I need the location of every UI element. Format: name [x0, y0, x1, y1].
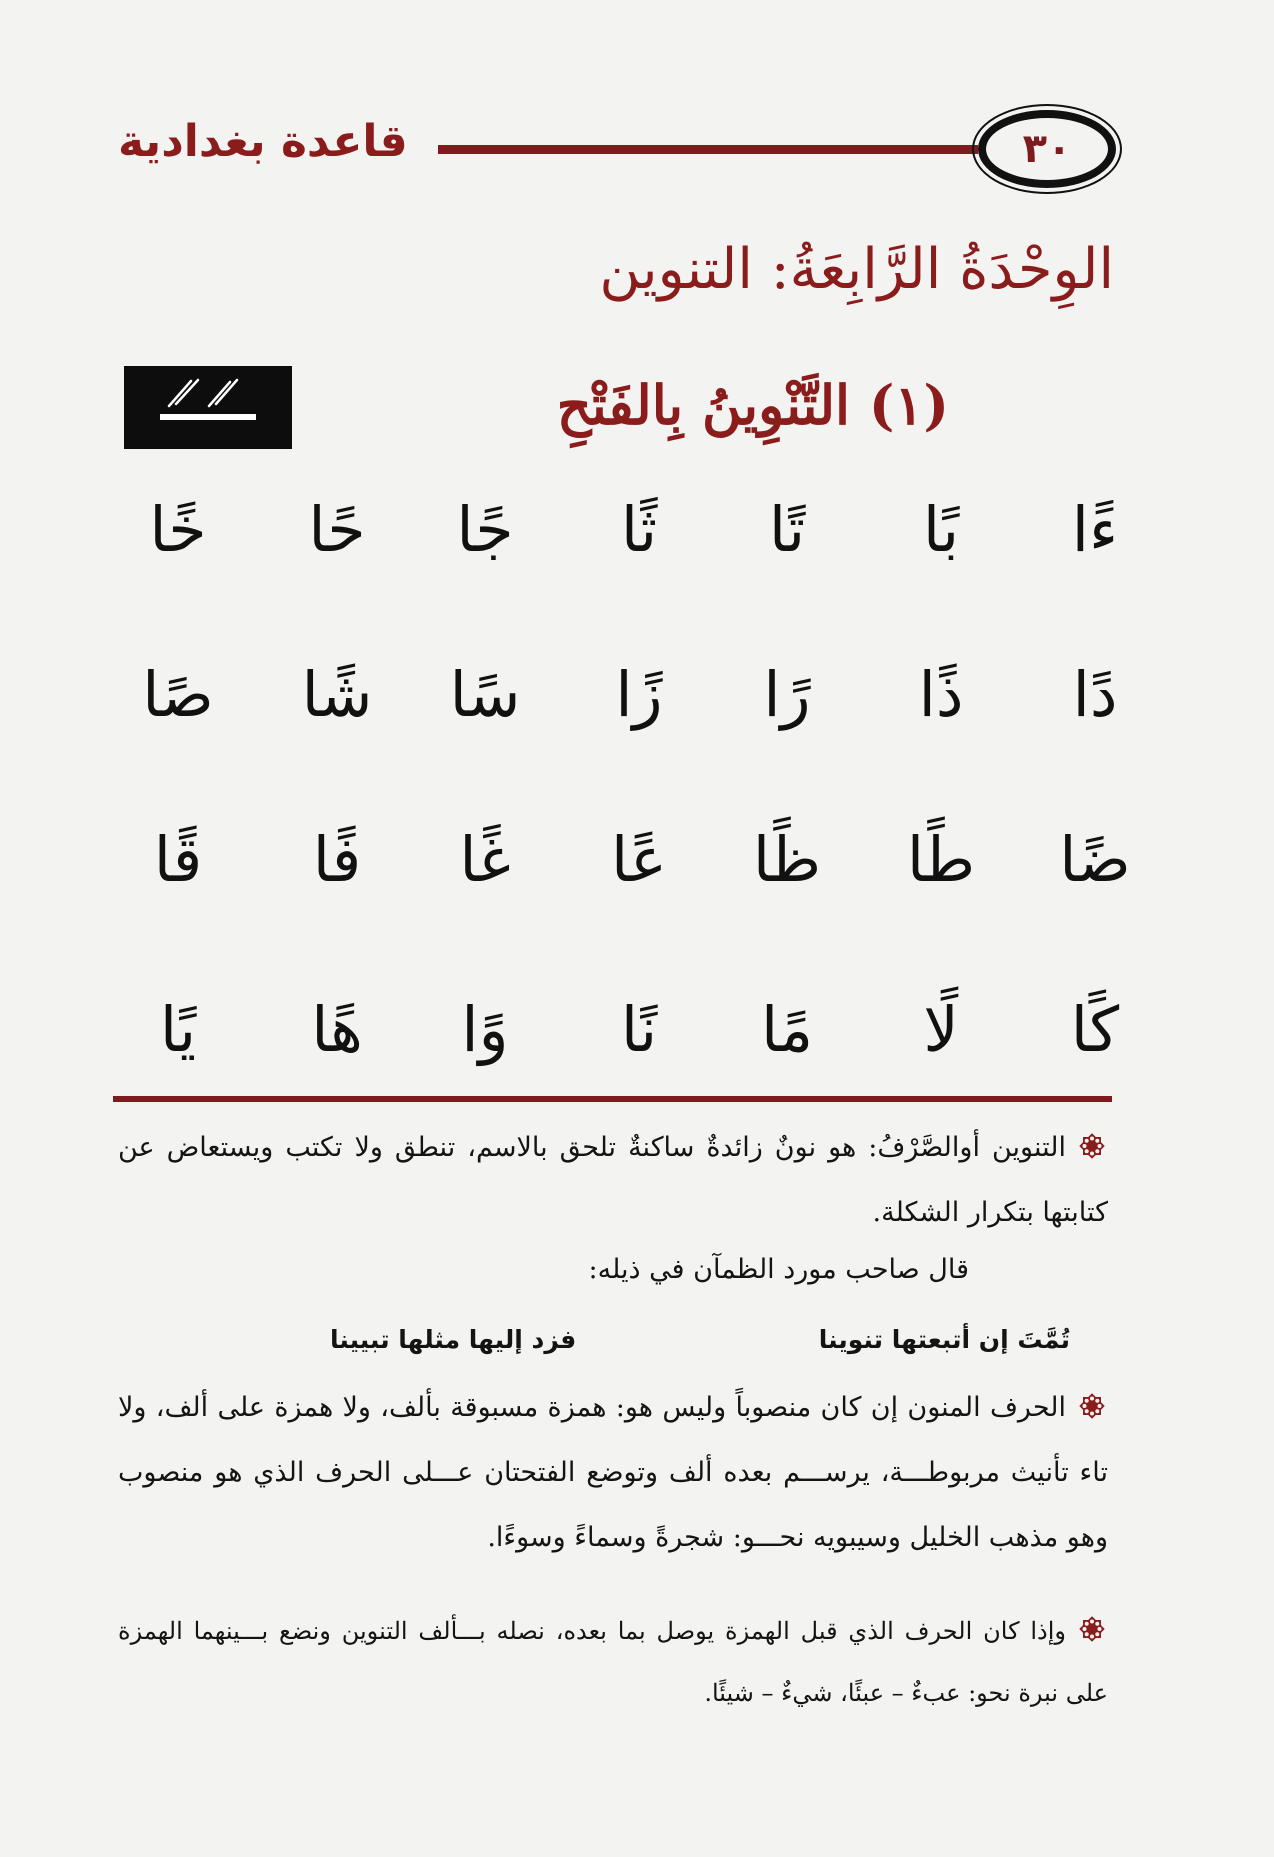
note-rule-hamza-text: وإذا كان الحرف الذي قبل الهمزة يوصل بما بعده، نصله بـــألف التنوين ونضع بـــينهما الهمزة على نبرة نحو: عبءٌ – عبئًا، شيءٌ – شيئًا.	[118, 1617, 1108, 1707]
letter-cell	[425, 970, 545, 1090]
letter-base: ء	[1089, 493, 1119, 566]
letter-cell	[277, 635, 397, 755]
quote-intro: قال صاحب مورد الظمآن في ذيله:	[588, 1254, 969, 1285]
letter-cell	[425, 470, 545, 590]
letter-cell	[579, 470, 699, 590]
letter-alif: ا	[301, 658, 321, 731]
letter-base: ه	[330, 993, 363, 1066]
page-number: ٣٠	[1022, 126, 1072, 172]
letter-cell	[727, 800, 847, 920]
letter-cell	[579, 800, 699, 920]
letter-row	[110, 970, 1150, 1090]
letter-base: ق	[172, 823, 203, 896]
letter-alif: ا	[308, 493, 328, 566]
letter-base: ش	[320, 658, 373, 731]
letter-base: ع	[629, 823, 667, 896]
letter-alif: ا	[142, 658, 162, 731]
letter-base: ط	[925, 823, 976, 896]
letter-alif: ا	[153, 823, 173, 896]
letter-cell	[118, 800, 238, 920]
eight-point-star-icon	[1076, 1121, 1108, 1153]
letter-base: ر	[780, 658, 811, 731]
verse-second-hemistich: فزد إليها مثلها تبيينا	[330, 1325, 577, 1354]
letter-base: م	[779, 993, 814, 1066]
letter-cell	[881, 635, 1001, 755]
letter-base: ز	[632, 658, 663, 731]
letter-base: ث	[639, 493, 658, 566]
letter-alif: ا	[459, 823, 479, 896]
letter-base: د	[1089, 658, 1118, 731]
section-divider	[113, 1096, 1112, 1102]
unit-title: الوِحْدَةُ الرَّابِعَةُ: التنوين	[599, 237, 1114, 302]
letter-base: ن	[639, 993, 658, 1066]
letter-alif: ا	[922, 493, 942, 566]
note-definition	[118, 1115, 1108, 1245]
letter-cell	[579, 970, 699, 1090]
eight-point-star-icon	[1076, 1606, 1108, 1638]
letter-alif: ا	[456, 493, 476, 566]
note-rule-alif	[118, 1375, 1108, 1570]
letter-alif: ا	[918, 658, 936, 731]
letter-cell	[727, 635, 847, 755]
page-number-badge	[972, 104, 1122, 194]
letter-row	[110, 470, 1150, 590]
letter-base: ي	[178, 993, 197, 1066]
letter-alif: ا	[615, 658, 633, 731]
letter-alif: ا	[449, 658, 469, 731]
letter-alif: ا	[768, 493, 788, 566]
lesson-title: (١) التَّنْوِينُ بِالفَتْحِ	[556, 373, 949, 437]
letter-cell	[881, 470, 1001, 590]
letter-alif: ا	[906, 823, 926, 896]
double-fatha-icon	[124, 366, 292, 449]
letter-base: ص	[161, 658, 214, 731]
letter-base: ف	[331, 823, 362, 896]
letter-cell	[118, 635, 238, 755]
letter-alif: ا	[1059, 823, 1079, 896]
letter-cell	[425, 635, 545, 755]
letter-cell	[1035, 970, 1155, 1090]
letter-cell	[1035, 635, 1155, 755]
letter-alif: ا	[1071, 493, 1090, 566]
letter-base: ذ	[935, 658, 964, 731]
letter-alif: ا	[149, 493, 169, 566]
letter-cell	[277, 470, 397, 590]
letter-alif: ا	[620, 493, 640, 566]
letter-alif: ا	[1070, 993, 1090, 1066]
letter-base: ج	[475, 493, 514, 566]
note-definition-text: التنوين أوالصَّرْفُ: هو نونٌ زائدةٌ ساكنةٌ تلحق بالاسم، تنطق ولا تكتب ويستعاض عن كتابتها بتكرار الشكلة.	[118, 1132, 1108, 1228]
letter-alif: ا	[159, 993, 179, 1066]
running-title: قاعدة بغدادية	[118, 116, 408, 167]
letter-cell	[277, 970, 397, 1090]
verse	[330, 1310, 1070, 1370]
letter-cell	[277, 800, 397, 920]
letter-row	[110, 635, 1150, 755]
letter-alif: ا	[1072, 658, 1090, 731]
letter-base: ض	[1078, 823, 1131, 896]
letter-alif: ا	[752, 823, 772, 896]
verse-first-hemistich: تُمَّتَ إن أتبعتها تنوينا	[818, 1325, 1070, 1354]
letter-base: س	[468, 658, 521, 731]
letter-base: غ	[478, 823, 511, 896]
letter-alif: ا	[763, 658, 781, 731]
letter-base: ل	[923, 993, 959, 1066]
letter-cell	[1035, 800, 1155, 920]
letter-base: ك	[1089, 993, 1120, 1066]
letter-grid	[110, 470, 1150, 1070]
letter-alif: ا	[461, 993, 479, 1066]
letter-alif: ا	[311, 993, 331, 1066]
letter-alif: ا	[620, 993, 640, 1066]
eight-point-star-icon	[1076, 1381, 1108, 1413]
letter-cell	[118, 470, 238, 590]
header-rule	[438, 145, 978, 154]
letter-base: ت	[787, 493, 806, 566]
letter-row	[110, 800, 1150, 920]
letter-cell	[1035, 470, 1155, 590]
letter-base: ب	[941, 493, 960, 566]
letter-base: و	[478, 993, 509, 1066]
letter-alif: ا	[312, 823, 332, 896]
letter-base: ح	[327, 493, 366, 566]
letter-cell	[881, 970, 1001, 1090]
letter-base: ظ	[771, 823, 822, 896]
letter-base: خ	[168, 493, 207, 566]
note-rule-hamza	[118, 1600, 1108, 1724]
letter-alif: ا	[760, 993, 780, 1066]
letter-cell	[727, 970, 847, 1090]
letter-cell	[118, 970, 238, 1090]
letter-cell	[881, 800, 1001, 920]
letter-alif: ا	[611, 823, 630, 896]
letter-cell	[727, 470, 847, 590]
letter-cell	[425, 800, 545, 920]
note-rule-alif-text: الحرف المنون إن كان منصوباً وليس هو: همزة مسبوقة بألف، ولا همزة على ألف، ولا تاء تأنيث مربوطـــة، يرســـم بعده ألف وتوضع الفتحتان عـــلى الحرف الذي هو منصوب وهو مذهب الخليل وسيبويه نحـــو: شجرةً وسماءً وسوءًا.	[118, 1392, 1108, 1553]
letter-cell	[579, 635, 699, 755]
